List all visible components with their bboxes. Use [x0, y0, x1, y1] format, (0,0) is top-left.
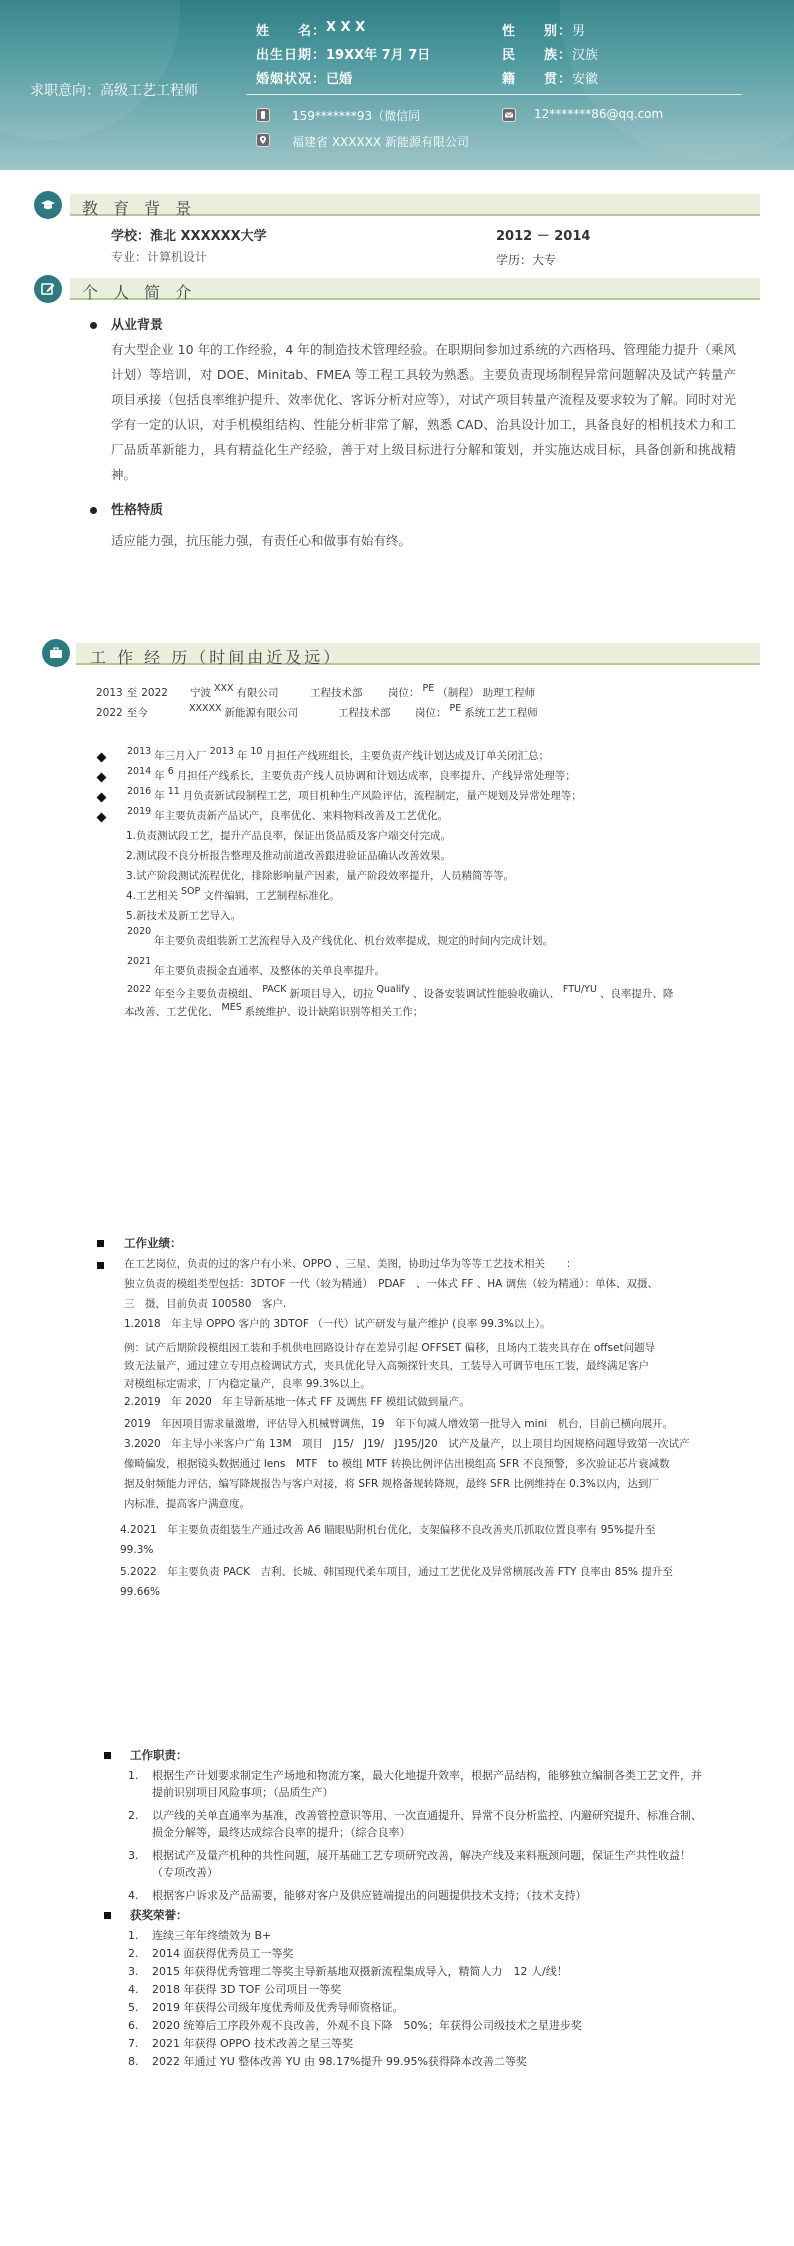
award-number: 8. [128, 2055, 139, 2068]
job-1-position: 岗位： PE （制程） 助理工程师 [388, 683, 536, 699]
award-number: 2. [128, 1947, 139, 1960]
bullet-diamond [97, 753, 107, 763]
phone-number: 159*******93（微信同 [292, 109, 421, 123]
edu-period: 2012 － 2014 [496, 229, 591, 244]
job-1-company: 宁波 XXX 有限公司 [190, 683, 279, 699]
work-item-3: 3.试产阶段测试流程优化，排除影响量产因素，量产阶段效率提升，人员精简等等。 [126, 870, 515, 882]
job-2-dept: 工程技术部 [338, 707, 391, 719]
job-2-company: XXXXX 新能源有限公司 [189, 703, 299, 719]
name-label: 姓 名： [256, 24, 327, 39]
duty-number: 4. [128, 1889, 139, 1902]
duty-number: 1. [128, 1769, 139, 1782]
background-title: 从业背景 [111, 318, 164, 333]
phone-icon [256, 108, 270, 122]
origin-value: 安徽 [572, 72, 599, 87]
bullet-diamond [97, 773, 107, 783]
work-2021: 2021 年主要负责损金直通率、及整体的关单良率提升。 [127, 956, 385, 977]
achv-line: 3.2020 年主导小米客户广角 13M 项目 J15/ J19/ J195/J20 试产及量产，以上项目均因规格问题导致第一次试产 [124, 1438, 690, 1450]
duty-item: 根据生产计划要求制定生产场地和物流方案，最大化地提升效率，根据产品结构，能够独立编制各类工艺文件，并提前识别项目风险事项；（品质生产） [152, 1769, 702, 1799]
duties-title: 工作职责： [130, 1748, 188, 1762]
work-bullet-2014: 2014 年 6 月担任产线系长，主要负责产线人员协调和计划达成率，良率提升、产线异常处理等； [127, 766, 576, 782]
header-banner [0, 0, 794, 170]
award-item: 2021 年获得 OPPO 技术改善之星三等奖 [152, 2037, 354, 2050]
profile-title: 个 人 简 介 [82, 283, 197, 302]
job-2-position: 岗位： PE 系统工艺工程师 [415, 703, 538, 719]
work-item-1: 1.负责测试段工艺，提升产品良率，保证出货品质及客户端交付完成。 [126, 830, 452, 842]
award-item: 2015 年获得优秀管理二等奖主导新基地双摄新流程集成导入，精简人力 12 人/线！ [152, 1965, 568, 1978]
award-item: 连续三年年终绩效为 B+ [152, 1929, 272, 1942]
achv-line: 99.3% [120, 1544, 154, 1556]
duty-item: 以产线的关单直通率为基准，改善管控意识等用、一次直通提升、异常不良分析监控、内避研究提升、标准合制、损金分解等，最终达成综合良率的提升；（综合良率） [152, 1809, 702, 1839]
major: 专业：计算机设计 [111, 250, 208, 264]
degree: 学历：大专 [496, 253, 557, 267]
award-item: 2019 年获得公司级年度优秀师及优秀导师资格证。 [152, 2001, 404, 2014]
header-divider [246, 94, 742, 95]
bullet-square [97, 1262, 104, 1269]
work-title: 工 作 经 历（时间由近及远） [90, 648, 343, 667]
award-number: 1. [128, 1929, 139, 1942]
work-2022: 2022 年至今主要负责模组、 PACK 新项目导入，切拉 Qualify 、设备安装调试性能验收确认、 FTU/YU 、良率提升、降 [127, 984, 674, 1000]
marital-label: 婚姻状况： [256, 72, 327, 87]
work-item-2: 2.测试段不良分析报告整理及推动前道改善跟进验证品确认改善效果。 [126, 850, 452, 862]
gender-label: 性 别： [502, 24, 573, 39]
achv-line: 在工艺岗位，负责的过的客户有小米、OPPO 、三星、美图，协助过华为等等工艺技术相关 ： [124, 1258, 577, 1270]
birth-label: 出生日期： [256, 48, 327, 63]
birth-value: 19XX年 7月 7日 [326, 48, 431, 63]
job-intent: 求职意向：高级工艺工程师 [30, 83, 198, 99]
achv-line: 99.66% [120, 1586, 161, 1598]
work-item-5: 5.新技术及新工艺导入。 [126, 910, 242, 922]
achv-line: 据及射频能力评估，编写降规报告与客户对接，将 SFR 规格备规转降规，最终 SFR 比例维持在 0.3%以内，达到厂 [124, 1478, 659, 1490]
award-number: 3. [128, 1965, 139, 1978]
header-decoration [0, 0, 180, 140]
bullet [90, 507, 97, 514]
duty-item: 根据客户诉求及产品需要，能够对客户及供应链端提出的问题提供技术支持；（技术支持） [152, 1889, 587, 1902]
bullet-square [104, 1752, 111, 1759]
edit-icon [34, 275, 62, 303]
work-bullet-2016: 2016 年 11 月负责新试段制程工艺，项目机种生产风险评估，流程制定，量产规划及异常处理等； [127, 786, 582, 802]
ethnic-label: 民 族： [502, 48, 573, 63]
background-text: 有大型企业 10 年的工作经验，4 年的制造技术管理经验。在职期间参加过系统的六西格玛、管理能力提升（乘风计划）等培训，对 DOE、Minitab、FMEA 等工程工具较为熟悉。主要负责现场制程异常问题解决及试产转量产项目承接（包括良率维护提升、效率优化、客诉分析对应等），对试产项目转量产流程及要求较为了解。同时对光学有一定的认识，对手机模组结构、性能分析非常了解，熟悉 CAD、治具设计加工，具备良好的相机技术力和工厂品质革新能力，具有精益化生产经验，善于对上级目标进行分解和策划，并实施达成目标，具备创新和挑战精神。 [111, 342, 736, 482]
location-icon [256, 133, 270, 147]
job-row-2: 2022 至今 [96, 707, 148, 719]
trait-text: 适应能力强，抗压能力强，有责任心和做事有始有终。 [111, 533, 412, 548]
gender-value: 男 [572, 24, 586, 39]
duty-number: 2. [128, 1809, 139, 1822]
school: 学校：淮北 XXXXXX大学 [111, 229, 267, 244]
achv-line: 致无法量产，通过建立专用点检调试方式，夹具优化导入高频探针夹具，工装导入可调节电压工装，最终满足客户 [124, 1360, 649, 1372]
work-bullet-2019: 2019 年主要负责新产品试产，良率优化、来料物料改善及工艺优化。 [127, 806, 449, 822]
address: 福建省 XXXXXX 新能源有限公司 [292, 135, 469, 149]
work-2020: 2020 年主要负责组装新工艺流程导入及产线优化、机台效率提成，规定的时间内完成计划。 [127, 926, 553, 947]
award-item: 2018 年获得 3D TOF 公司项目一等奖 [152, 1983, 342, 1996]
achv-line: 2.2019 年 2020 年主导新基地一体式 FF 及调焦 FF 模组试做到量产。 [124, 1396, 470, 1408]
duty-item: 根据试产及量产机种的共性问题，展开基础工艺专项研究改善，解决产线及来料瓶颈问题，保证生产共性收益！（专项改善） [152, 1849, 691, 1879]
education-title: 教 育 背 景 [82, 199, 197, 218]
work-item-4: 4.工艺相关 SOP 文件编辑，工艺制程标准化。 [126, 886, 340, 902]
bullet-diamond [97, 793, 107, 803]
achv-line: 独立负责的模组类型包括：3DTOF 一代（较为精通） PDAF 、一体式 FF 、HA 调焦（较为精通）：单体、双摄、 [124, 1278, 658, 1290]
achv-line: 5.2022 年主要负责 PACK 吉利、长城、韩国现代柔车项目，通过工艺优化及异常横展改善 FTY 良率由 85% 提升至 [120, 1566, 673, 1578]
achv-line: 对模组标定需求，厂内稳定量产，良率 99.3%以上。 [124, 1378, 371, 1390]
email-icon [502, 108, 516, 122]
achv-line: 例：试产后期阶段模组因工装和手机供电回路设计存在差异引起 OFFSET 偏移，且场内工装夹具存在 offset问题导 [124, 1342, 656, 1354]
awards-title: 获奖荣誉： [130, 1908, 188, 1922]
achv-line: 2019 年因项目需求量激增，评估导入机械臂调焦，19 年下旬减人增效第一批导入 mini 机台，目前已横向展开。 [124, 1418, 674, 1430]
work-bullet-2013: 2013 年三月入厂 2013 年 10 月担任产线班组长，主要负责产线计划达成及订单关闭汇总； [127, 746, 549, 762]
duty-number: 3. [128, 1849, 139, 1862]
achievements-title: 工作业绩： [124, 1236, 182, 1250]
achv-line: 三 摄，目前负责 100580 客户. [124, 1298, 287, 1310]
award-number: 7. [128, 2037, 139, 2050]
briefcase-icon [42, 639, 70, 667]
achv-line: 1.2018 年主导 OPPO 客户的 3DTOF （一代）试产研发与量产维护 (良率 99.3%以上）。 [124, 1318, 551, 1330]
bullet [90, 322, 97, 329]
award-number: 4. [128, 1983, 139, 1996]
achv-line: 内标准，提高客户满意度。 [124, 1498, 250, 1510]
award-number: 6. [128, 2019, 139, 2032]
job-row-1: 2013 至 2022 [96, 687, 168, 699]
graduation-cap-icon [34, 191, 62, 219]
bullet-square [104, 1912, 111, 1919]
award-item: 2014 面获得优秀员工一等奖 [152, 1947, 294, 1960]
award-item: 2022 年通过 YU 整体改善 YU 由 98.17%提升 99.95%获得降本改善二等奖 [152, 2055, 527, 2068]
name-value: X X X [326, 20, 366, 35]
achv-line: 像畸偏发，根据镜头数据通过 lens MTF to 模组 MTF 转换比例评估出模组高 SFR 不良预警，多次验证芯片衰减数 [124, 1458, 670, 1470]
ethnic-value: 汉族 [572, 48, 599, 63]
award-item: 2020 统筹后工序段外观不良改善，外观不良下降 50%；年获得公司级技术之星进步奖 [152, 2019, 582, 2032]
email-address: 12*******86@qq.com [534, 107, 664, 121]
bullet-square [97, 1240, 104, 1247]
award-number: 5. [128, 2001, 139, 2014]
origin-label: 籍 贯： [502, 72, 573, 87]
marital-value: 已婚 [326, 72, 353, 87]
trait-title: 性格特质 [111, 503, 164, 518]
achv-line: 4.2021 年主要负责组装生产通过改善 A6 瞄眼贴附机台优化，支架偏移不良改善夹爪抓取位置良率有 95%提升至 [120, 1524, 656, 1536]
work-2022-cont: 本改善、工艺优化、 MES 系统维护、设计缺陷识别等相关工作； [124, 1002, 424, 1018]
job-1-dept: 工程技术部 [310, 687, 363, 699]
bullet-diamond [97, 813, 107, 823]
